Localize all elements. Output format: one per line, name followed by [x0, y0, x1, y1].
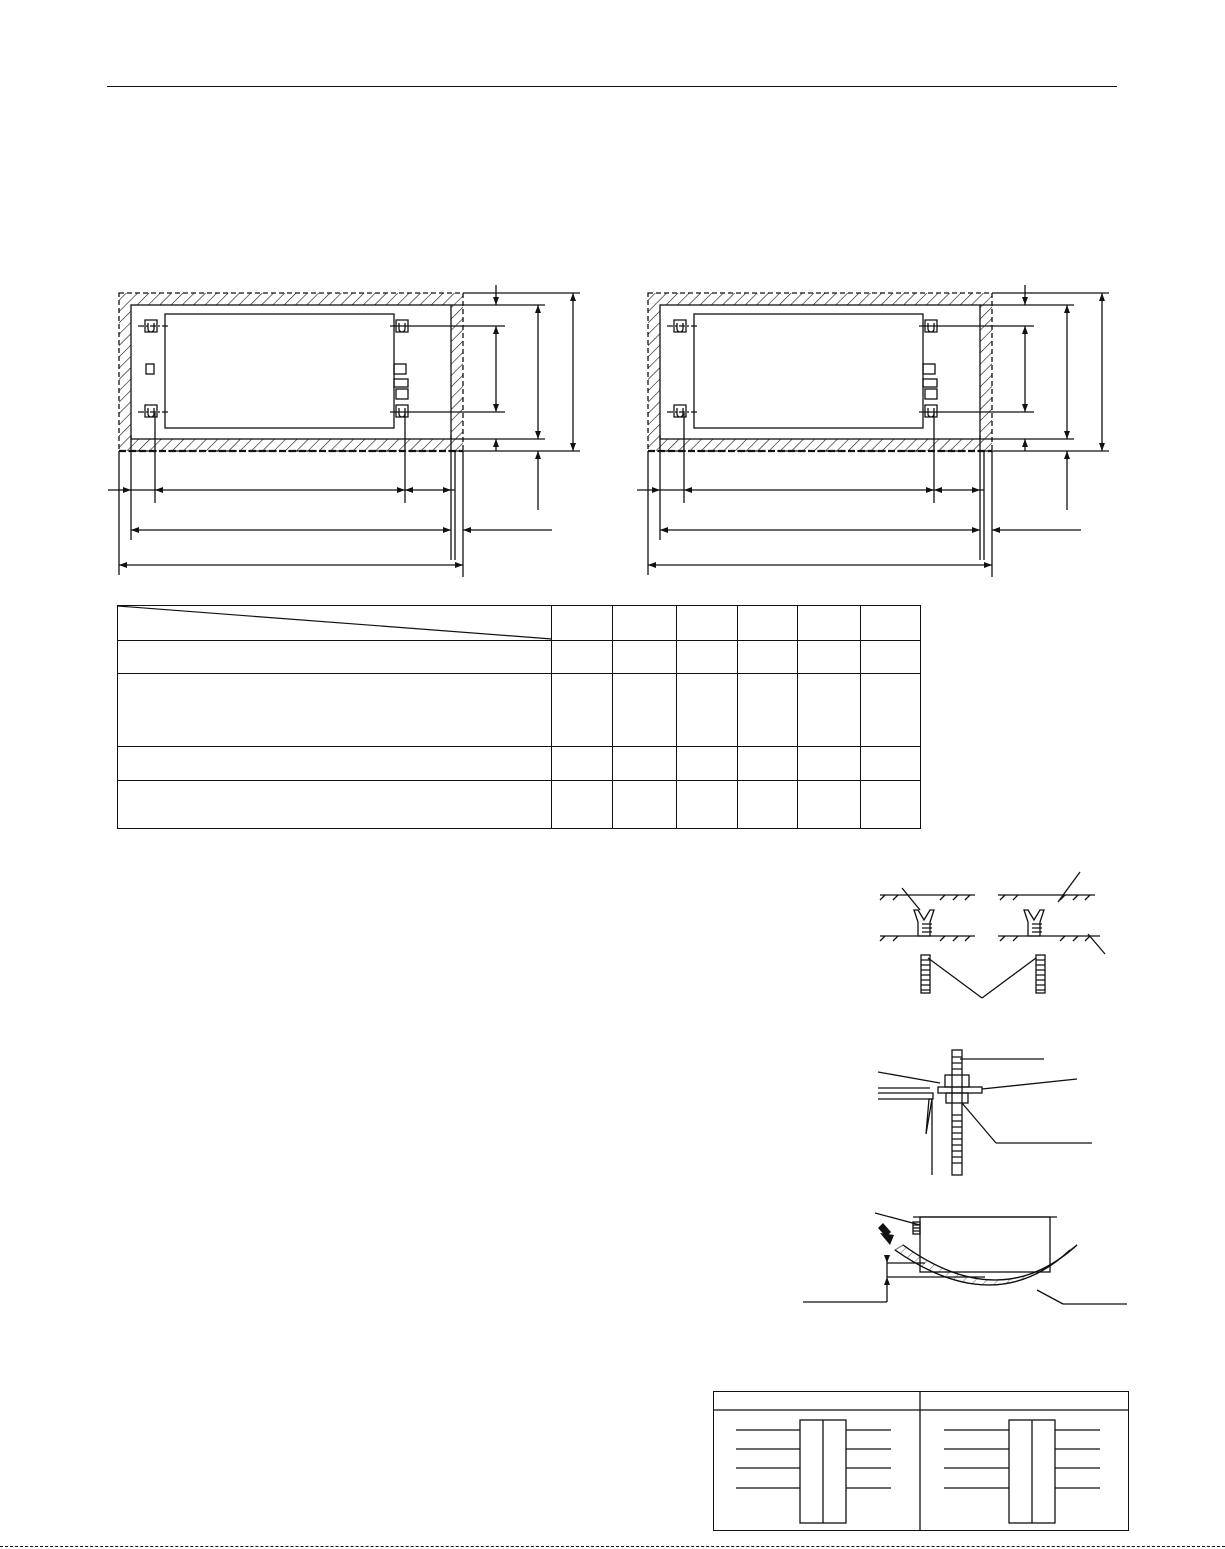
- table-cell: [798, 674, 861, 747]
- table-column-header: [738, 606, 798, 641]
- wiring-legend-figure: [714, 1392, 1128, 1530]
- table-cell: [552, 747, 613, 781]
- table-cell: [552, 781, 613, 829]
- table-header-row: [118, 606, 921, 641]
- table-cell: [677, 674, 738, 747]
- table-cell: [613, 641, 677, 674]
- table-column-header: [861, 606, 921, 641]
- table-cell: [798, 781, 861, 829]
- table-row-label: [118, 674, 552, 747]
- table-row: [118, 641, 921, 674]
- table-cell: [613, 747, 677, 781]
- footer-dashed-rule: [0, 1546, 1225, 1547]
- table-cell: [738, 674, 798, 747]
- table-cell: [798, 747, 861, 781]
- table-column-header: [677, 606, 738, 641]
- table-cell: [738, 641, 798, 674]
- diagonal-divider: [118, 606, 552, 641]
- table-column-header: [613, 606, 677, 641]
- table-cell: [798, 641, 861, 674]
- table-row: [118, 781, 921, 829]
- table-cell: [677, 641, 738, 674]
- unit-layout-right-figure: [629, 285, 1099, 585]
- table-cell: [613, 781, 677, 829]
- table-row-label: [118, 747, 552, 781]
- table-column-header: [552, 606, 613, 641]
- table-cell: [552, 641, 613, 674]
- header-rule: [107, 86, 1117, 87]
- table-cell: [861, 781, 921, 829]
- table-row-label: [118, 641, 552, 674]
- table-cell: [677, 781, 738, 829]
- anchor-bolt-detail-figure: [870, 870, 1115, 1000]
- table-cell: [738, 747, 798, 781]
- table-cell: [861, 674, 921, 747]
- table-cell: [738, 781, 798, 829]
- table-column-header: [798, 606, 861, 641]
- table-row-label: [118, 781, 552, 829]
- table-cell: [677, 747, 738, 781]
- table-cell: [613, 674, 677, 747]
- dimension-table: [117, 605, 921, 829]
- table-row: [118, 674, 921, 747]
- table-corner-cell: [118, 606, 552, 641]
- table-row: [118, 747, 921, 781]
- unit-layout-left-figure: [100, 285, 570, 585]
- table-cell: [861, 747, 921, 781]
- hanging-bolt-nut-detail-figure: [870, 1045, 1100, 1180]
- table-cell: [861, 641, 921, 674]
- wiring-legend-table: [713, 1391, 1129, 1531]
- table-cell: [552, 674, 613, 747]
- drain-pan-level-figure: [795, 1200, 1130, 1320]
